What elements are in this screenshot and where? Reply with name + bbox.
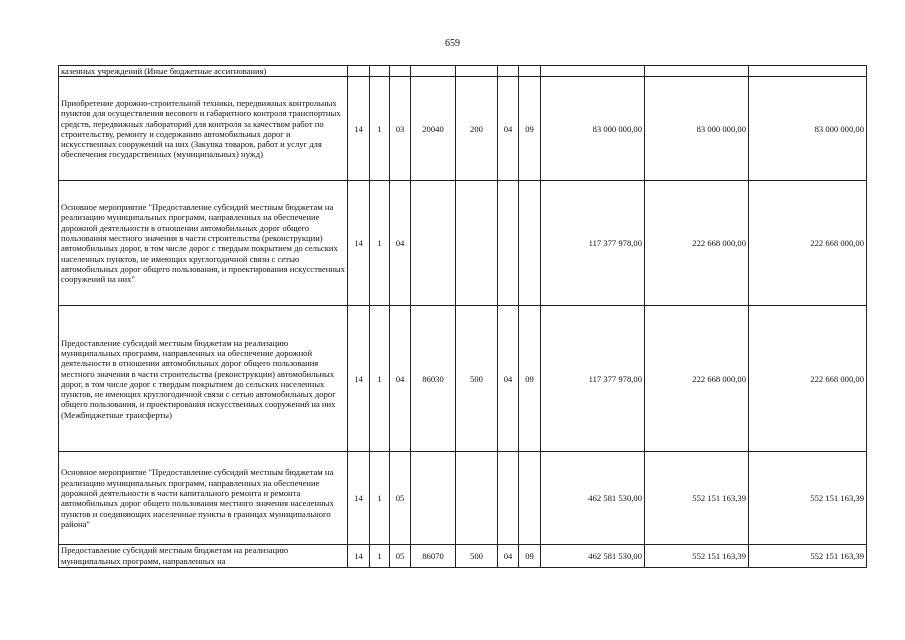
cell-description: Основное мероприятие "Предоставление субсидий местным бюджетам на реализацию муниципальных программ, направленных на обеспечение дорожной деятельности в части капитального ремонта и ремонта автомобильных дорог общего пользования местного значения населенных пунктов и соединяющих населенные пункты в границах муниципального района" — [59, 452, 348, 545]
cell-expense-type — [456, 66, 498, 77]
cell-direction — [411, 181, 456, 306]
cell-expense-type — [456, 181, 498, 306]
cell-expense-type: 200 — [456, 77, 498, 181]
cell-activity: 05 — [390, 452, 411, 545]
cell-direction: 86030 — [411, 306, 456, 452]
cell-description: Предоставление субсидий местным бюджетам на реализацию муниципальных программ, направленных на обеспечение дорожной деятельности в отношении автомобильных дорог общего пользования местного значения в части строительства (реконструкции) автомобильных дорог, в том числе дорог с твердым покрытием до сельских населенных пунктов, не имеющих круглогодичной связи с сетью автомобильных дорог общего пользования, и проектирования искусственных сооружений на них (Межбюджетные трансферты) — [59, 306, 348, 452]
cell-amount-year1: 83 000 000,00 — [541, 77, 645, 181]
cell-program — [348, 66, 370, 77]
cell-amount-year3: 552 151 163,39 — [749, 452, 867, 545]
cell-subsection: 09 — [519, 545, 541, 568]
cell-expense-type: 500 — [456, 306, 498, 452]
table-row — [59, 181, 867, 306]
cell-amount-year1: 117 377 978,00 — [541, 181, 645, 306]
cell-amount-year1: 462 581 530,00 — [541, 545, 645, 568]
cell-direction: 86070 — [411, 545, 456, 568]
cell-expense-type: 500 — [456, 545, 498, 568]
cell-section — [498, 66, 519, 77]
budget-table — [58, 65, 867, 568]
cell-subsection: 09 — [519, 306, 541, 452]
cell-amount-year1: 462 581 530,00 — [541, 452, 645, 545]
cell-activity: 04 — [390, 181, 411, 306]
cell-description: Предоставление субсидий местным бюджетам на реализацию муниципальных программ, направленных на — [59, 545, 348, 568]
cell-direction: 20040 — [411, 77, 456, 181]
cell-activity: 04 — [390, 306, 411, 452]
cell-amount-year2 — [645, 66, 749, 77]
cell-amount-year3 — [749, 66, 867, 77]
cell-amount-year1: 117 377 978,00 — [541, 306, 645, 452]
cell-expense-type — [456, 452, 498, 545]
cell-subprogram: 1 — [370, 77, 390, 181]
cell-amount-year2: 552 151 163,39 — [645, 545, 749, 568]
cell-description: Приобретение дорожно-строительной техники, передвижных контрольных пунктов для осуществления весового и габаритного контроля транспортных средств, передвижных лабораторий для контроля за качеством работ по строительству, ремонту и содержанию автомобильных дорог и искусственных сооружений на них (Закупка товаров, работ и услуг для обеспечения государственных (муниципальных) нужд) — [59, 77, 348, 181]
cell-program: 14 — [348, 77, 370, 181]
cell-activity — [390, 66, 411, 77]
cell-subsection — [519, 66, 541, 77]
cell-section — [498, 452, 519, 545]
cell-amount-year3: 222 668 000,00 — [749, 306, 867, 452]
cell-amount-year2: 222 668 000,00 — [645, 181, 749, 306]
cell-subprogram: 1 — [370, 306, 390, 452]
page-number: 659 — [445, 38, 460, 49]
cell-subprogram — [370, 66, 390, 77]
cell-amount-year3: 222 668 000,00 — [749, 181, 867, 306]
cell-subsection — [519, 452, 541, 545]
cell-amount-year3: 552 151 163,39 — [749, 545, 867, 568]
cell-section — [498, 181, 519, 306]
cell-amount-year2: 552 151 163,39 — [645, 452, 749, 545]
cell-amount-year2: 83 000 000,00 — [645, 77, 749, 181]
table-row — [59, 66, 867, 77]
table-row — [59, 77, 867, 181]
table-row — [59, 306, 867, 452]
cell-program: 14 — [348, 452, 370, 545]
cell-description: Основное мероприятие "Предоставление субсидий местным бюджетам на реализацию муниципальных программ, направленных на обеспечение дорожной деятельности в отношении автомобильных дорог общего пользования местного значения в части строительства (реконструкции) автомобильных дорог, в том числе дорог с твердым покрытием до сельских населенных пунктов, не имеющих круглогодичной связи с сетью автомобильных дорог общего пользования, и проектирования искусственных сооружений на них" — [59, 181, 348, 306]
cell-section: 04 — [498, 306, 519, 452]
cell-direction — [411, 452, 456, 545]
cell-program: 14 — [348, 306, 370, 452]
cell-activity: 03 — [390, 77, 411, 181]
cell-subprogram: 1 — [370, 545, 390, 568]
cell-program: 14 — [348, 181, 370, 306]
cell-subsection — [519, 181, 541, 306]
cell-program: 14 — [348, 545, 370, 568]
cell-subsection: 09 — [519, 77, 541, 181]
cell-activity: 05 — [390, 545, 411, 568]
cell-description: казенных учреждений (Иные бюджетные ассигнования) — [59, 66, 348, 77]
cell-subprogram: 1 — [370, 181, 390, 306]
cell-subprogram: 1 — [370, 452, 390, 545]
table-row — [59, 452, 867, 545]
table-row — [59, 545, 867, 568]
cell-amount-year1 — [541, 66, 645, 77]
cell-section: 04 — [498, 77, 519, 181]
cell-amount-year2: 222 668 000,00 — [645, 306, 749, 452]
cell-section: 04 — [498, 545, 519, 568]
cell-amount-year3: 83 000 000,00 — [749, 77, 867, 181]
cell-direction — [411, 66, 456, 77]
